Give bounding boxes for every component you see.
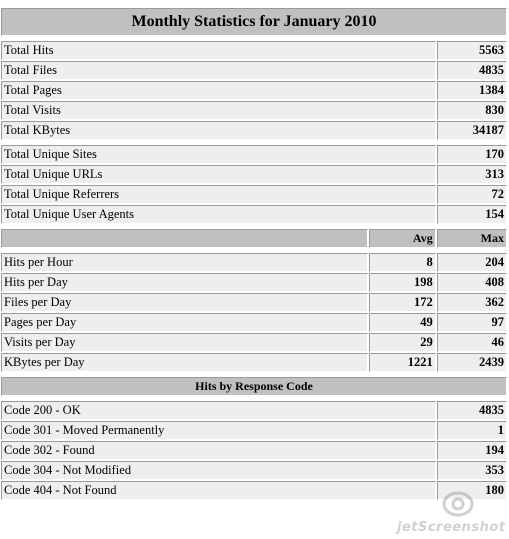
avg-row-files-per-day	[1, 293, 507, 312]
title-row	[1, 8, 507, 36]
response-row-301	[1, 421, 507, 440]
avg-value: 198	[369, 273, 435, 292]
response-code-label: Code 301 - Moved Permanently	[1, 421, 436, 440]
response-code-value: 1	[437, 421, 507, 440]
avg-label: Visits per Day	[1, 333, 368, 352]
stat-label: Total KBytes	[1, 121, 436, 140]
stat-label: Total Visits	[1, 101, 436, 120]
response-code-header: Hits by Response Code	[1, 377, 507, 396]
response-code-label: Code 302 - Found	[1, 441, 436, 460]
stat-label: Total Hits	[1, 41, 436, 60]
stat-row-unique-user-agents	[1, 205, 507, 224]
stat-value: 830	[437, 101, 507, 120]
stat-value: 170	[437, 145, 507, 164]
response-row-200	[1, 401, 507, 420]
avg-label: Files per Day	[1, 293, 368, 312]
avg-value: 49	[369, 313, 435, 332]
stat-value: 313	[437, 165, 507, 184]
stat-label: Total Unique Referrers	[1, 185, 436, 204]
avg-row-kbytes-per-day	[1, 353, 507, 372]
stat-row-unique-urls	[1, 165, 507, 184]
stat-row-unique-sites	[1, 145, 507, 164]
response-code-value: 194	[437, 441, 507, 460]
avg-value: 29	[369, 333, 435, 352]
max-value: 97	[437, 313, 507, 332]
response-code-label: Code 304 - Not Modified	[1, 461, 436, 480]
max-value: 408	[437, 273, 507, 292]
stat-label: Total Unique Sites	[1, 145, 436, 164]
avg-value: 8	[369, 253, 435, 272]
stat-row-total-files	[1, 61, 507, 80]
max-value: 362	[437, 293, 507, 312]
response-code-header-row	[1, 377, 507, 396]
stat-row-total-pages	[1, 81, 507, 100]
response-code-label: Code 404 - Not Found	[1, 481, 436, 500]
avg-max-header-row	[1, 229, 507, 248]
stat-value: 5563	[437, 41, 507, 60]
stat-value: 154	[437, 205, 507, 224]
max-value: 204	[437, 253, 507, 272]
stat-label: Total Unique User Agents	[1, 205, 436, 224]
stat-row-total-visits	[1, 101, 507, 120]
avg-row-pages-per-day	[1, 313, 507, 332]
max-value: 2439	[437, 353, 507, 372]
stat-value: 72	[437, 185, 507, 204]
avg-label: Hits per Day	[1, 273, 368, 292]
stat-label: Total Files	[1, 61, 436, 80]
stat-row-total-hits	[1, 41, 507, 60]
stat-label: Total Pages	[1, 81, 436, 100]
avg-label: Pages per Day	[1, 313, 368, 332]
response-code-value: 4835	[437, 401, 507, 420]
stat-value: 1384	[437, 81, 507, 100]
avg-row-visits-per-day	[1, 333, 507, 352]
stat-value: 34187	[437, 121, 507, 140]
avg-label: KBytes per Day	[1, 353, 368, 372]
response-code-value: 180	[437, 481, 507, 500]
avg-value: 1221	[369, 353, 435, 372]
response-row-304	[1, 461, 507, 480]
response-code-value: 353	[437, 461, 507, 480]
avg-value: 172	[369, 293, 435, 312]
response-row-404	[1, 481, 507, 500]
page-title: Monthly Statistics for January 2010	[1, 8, 507, 36]
monthly-statistics-table	[0, 7, 508, 501]
watermark-text: jetScreenshot	[397, 520, 506, 535]
stat-row-unique-referrers	[1, 185, 507, 204]
max-value: 46	[437, 333, 507, 352]
stat-value: 4835	[437, 61, 507, 80]
avg-column-header: Avg	[369, 229, 435, 248]
response-code-label: Code 200 - OK	[1, 401, 436, 420]
stat-row-total-kbytes	[1, 121, 507, 140]
header-blank-cell	[1, 229, 368, 248]
avg-row-hits-per-hour	[1, 253, 507, 272]
stat-label: Total Unique URLs	[1, 165, 436, 184]
avg-row-hits-per-day	[1, 273, 507, 292]
response-row-302	[1, 441, 507, 460]
avg-label: Hits per Hour	[1, 253, 368, 272]
max-column-header: Max	[437, 229, 507, 248]
